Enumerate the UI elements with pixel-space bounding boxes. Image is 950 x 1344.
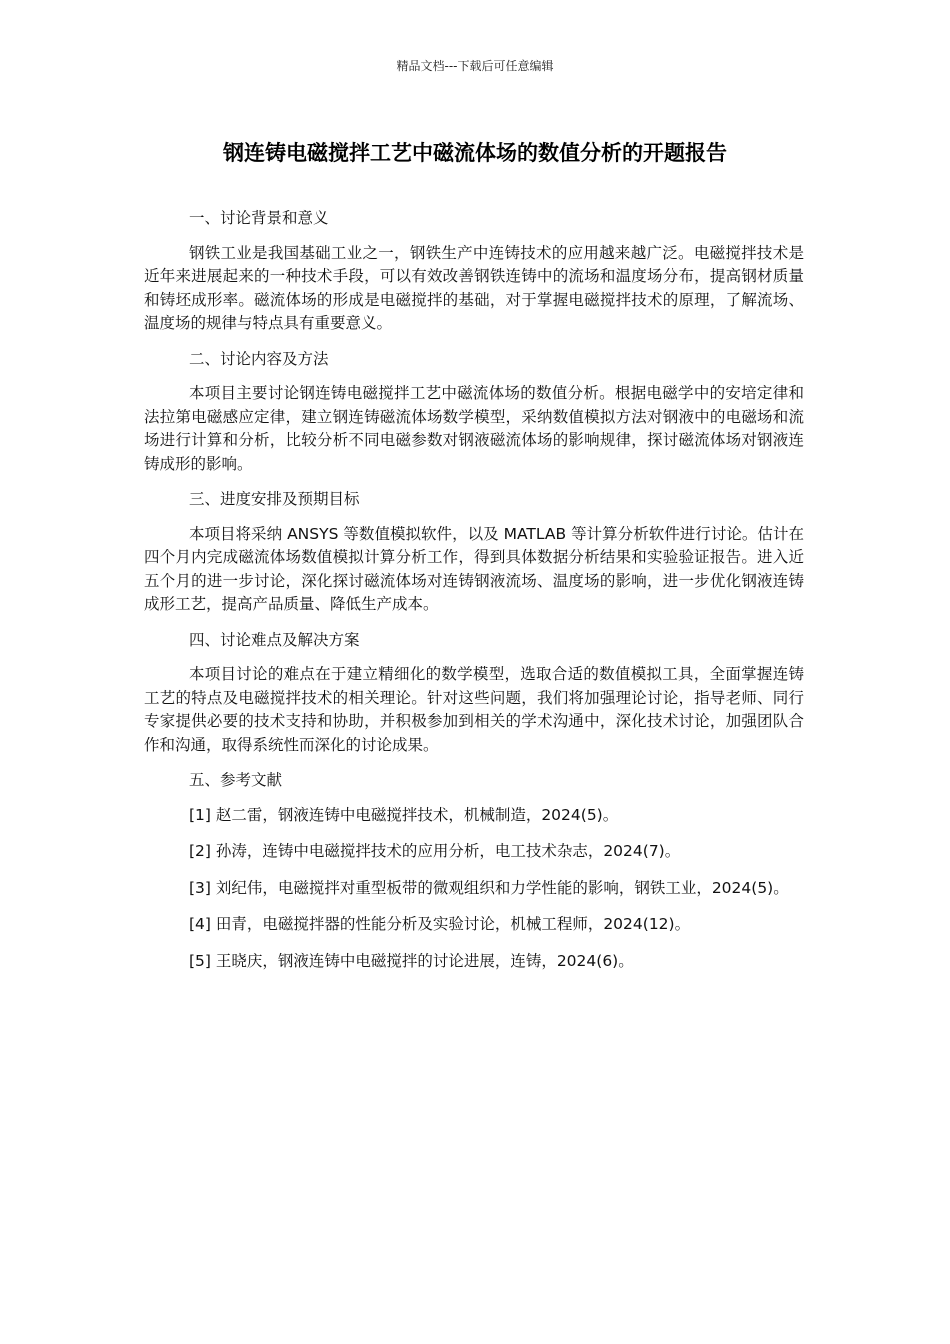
reference-item: [4] 田青，电磁搅拌器的性能分析及实验讨论，机械工程师，2024(12)。 [188, 915, 691, 933]
document-body [144, 207, 804, 986]
reference-item: [2] 孙涛，连铸中电磁搅拌技术的应用分析，电工技术杂志，2024(7)。 [188, 842, 681, 860]
section-body-background: 钢铁工业是我国基础工业之一，钢铁生产中连铸技术的应用越来越广泛。电磁搅拌技术是近年来进展起来的一种技术手段，可以有效改善钢铁连铸中的流场和温度场分布，提高钢材质量和铸坯成形率。磁流体场的形成是电磁搅拌的基础，对于掌握电磁搅拌技术的原理，了解流场、温度场的规律与特点具有重要意义。 [144, 243, 804, 332]
section-body-difficulties: 本项目讨论的难点在于建立精细化的数学模型，选取合适的数值模拟工具，全面掌握连铸工艺的特点及电磁搅拌技术的相关理论。针对这些问题，我们将加强理论讨论，指导老师、同行专家提供必要的技术支持和协助，并积极参加到相关的学术沟通中，深化技术讨论，加强团队合作和沟通，取得系统性而深化的讨论成果。 [144, 665, 804, 754]
section-heading-content-method: 二、讨论内容及方法 [188, 349, 329, 368]
references-heading: 五、参考文献 [188, 771, 282, 789]
section-heading-difficulties: 四、讨论难点及解决方案 [188, 630, 360, 649]
section-body-schedule-goals: 本项目将采纳 ANSYS 等数值模拟软件，以及 MATLAB 等计算分析软件进行讨论。估计在四个月内完成磁流体场数值模拟计算分析工作，得到具体数据分析结果和实验验证报告。进入近五个月的进一步讨论，深化探讨磁流体场对连铸钢液流场、温度场的影响，进一步优化钢液连铸成形工艺，提高产品质量、降低生产成本。 [144, 524, 804, 613]
section-heading-background: 一、讨论背景和意义 [188, 209, 329, 227]
document-title: 钢连铸电磁搅拌工艺中磁流体场的数值分析的开题报告 [223, 141, 727, 165]
reference-item: [1] 赵二雷，钢液连铸中电磁搅拌技术，机械制造，2024(5)。 [188, 805, 619, 824]
reference-item: [5] 王晓庆，钢液连铸中电磁搅拌的讨论进展，连铸，2024(6)。 [188, 951, 634, 970]
section-heading-schedule-goals: 三、进度安排及预期目标 [188, 490, 360, 508]
reference-item: [3] 刘纪伟，电磁搅拌对重型板带的微观组织和力学性能的影响，钢铁工业，2024(5)。 [188, 878, 789, 897]
section-body-content-method: 本项目主要讨论钢连铸电磁搅拌工艺中磁流体场的数值分析。根据电磁学中的安培定律和法拉第电磁感应定律，建立钢连铸磁流体场数学模型，采纳数值模拟方法对钢液中的电磁场和流场进行计算和分析，比较分析不同电磁参数对钢液磁流体场的影响规律，探讨磁流体场对钢液连铸成形的影响。 [144, 384, 804, 473]
page-header: 精品文档---下载后可任意编辑 [396, 59, 554, 73]
